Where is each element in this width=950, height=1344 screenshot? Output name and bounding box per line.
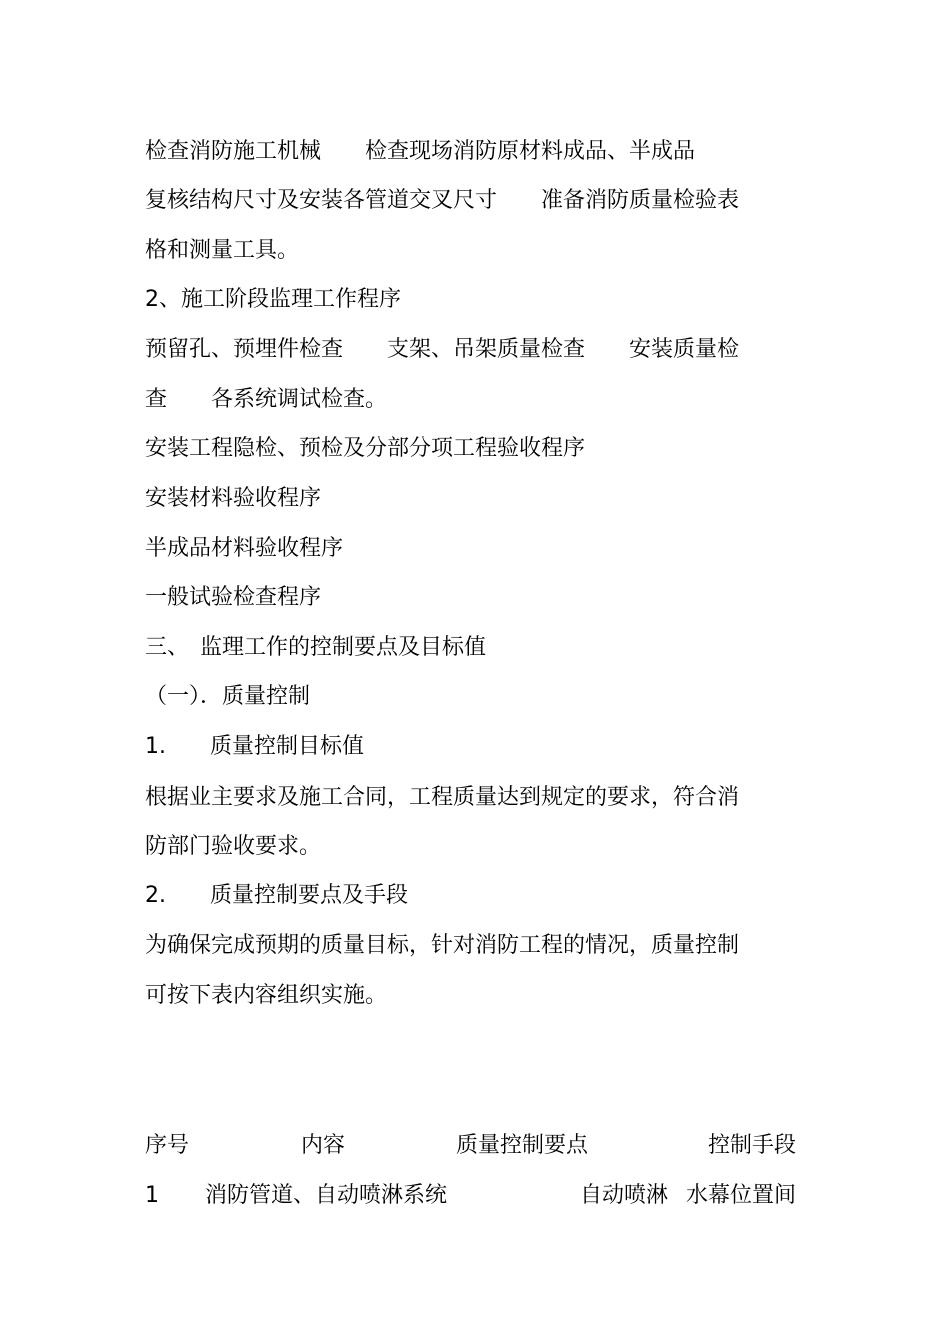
table-cell: 自动喷淋 <box>580 1183 669 1208</box>
subsection-heading: （一）．质量控制 <box>145 684 311 709</box>
text-line: 一般试验检查程序 <box>145 585 322 610</box>
numbered-heading: 2. 质量控制要点及手段 <box>145 883 408 908</box>
text-line: 预留孔、预埋件检查 支架、吊架质量检查 安装质量检 <box>145 337 740 362</box>
text-line: 检查消防施工机械 检查现场消防原材料成品、半成品 <box>145 139 696 164</box>
text-line: 为确保完成预期的质量目标，针对消防工程的情况，质量控制 <box>145 933 740 958</box>
text-line: 安装材料验收程序 <box>145 486 322 511</box>
text-line: 可按下表内容组织实施。 <box>145 983 388 1008</box>
table-cell: 水幕位置间 <box>686 1183 797 1208</box>
numbered-heading: 1. 质量控制目标值 <box>145 734 364 759</box>
section-heading: 2、施工阶段监理工作程序 <box>145 287 401 312</box>
text-line: 半成品材料验收程序 <box>145 536 344 561</box>
table-header-cell: 序号 <box>145 1133 190 1158</box>
text-line: 防部门验收要求。 <box>145 834 322 859</box>
section-heading: 三、 监理工作的控制要点及目标值 <box>145 635 487 660</box>
text-line: 格和测量工具。 <box>145 238 300 263</box>
table-header-cell: 控制手段 <box>708 1133 797 1158</box>
text-line: 根据业主要求及施工合同，工程质量达到规定的要求，符合消 <box>145 785 740 810</box>
table-cell: 1 <box>145 1183 159 1208</box>
table-cell: 消防管道、自动喷淋系统 <box>205 1183 448 1208</box>
table-header-cell: 内容 <box>301 1133 346 1158</box>
text-line: 复核结构尺寸及安装各管道交叉尺寸 准备消防质量检验表 <box>145 188 740 213</box>
table-header-cell: 质量控制要点 <box>456 1133 589 1158</box>
text-line: 安装工程隐检、预检及分部分项工程验收程序 <box>145 436 586 461</box>
text-line: 查 各系统调试检查。 <box>145 387 388 412</box>
